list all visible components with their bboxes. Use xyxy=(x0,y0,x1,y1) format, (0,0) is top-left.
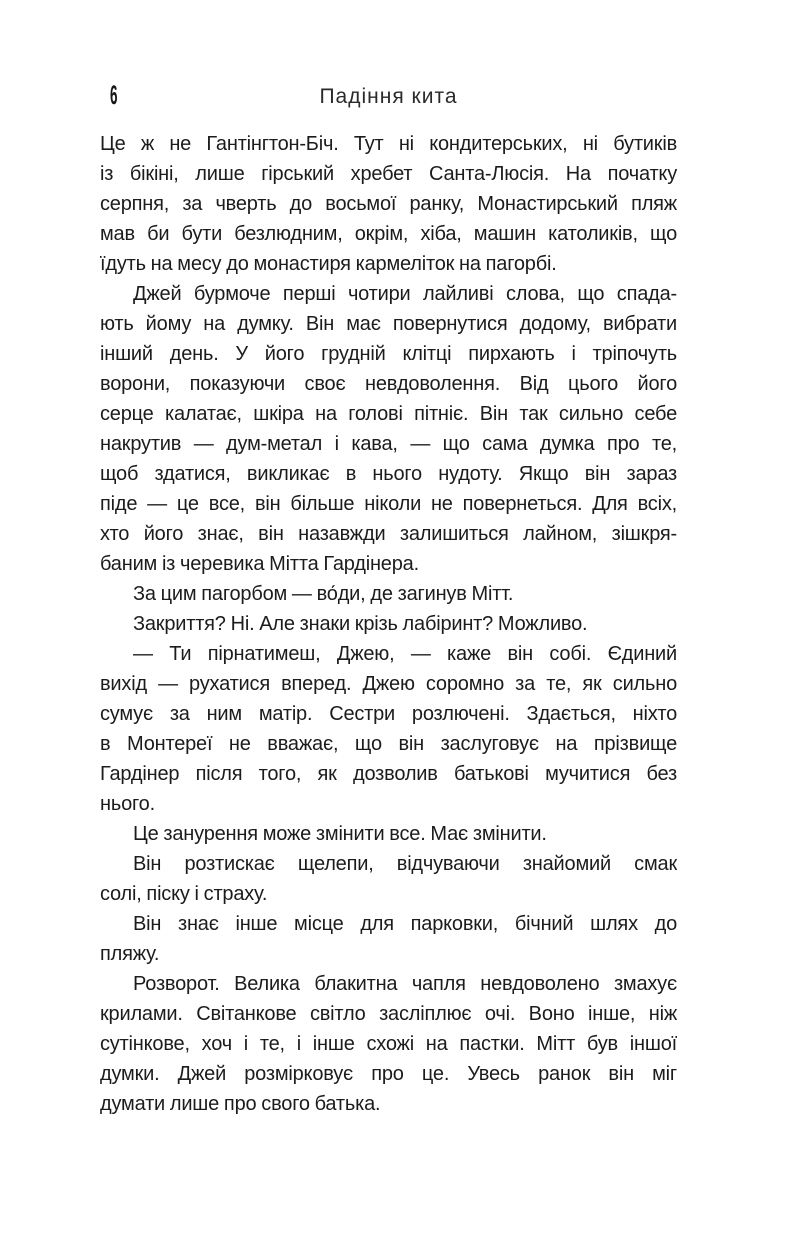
text-line: Гардінер після того, як дозволив батькові мучитися без xyxy=(100,763,677,785)
text-line: сутінкове, хоч і те, і інше схожі на пастки. Мітт був іншої xyxy=(100,1033,677,1055)
text-line: солі, піску і страху. xyxy=(100,883,268,905)
page-number: 6 xyxy=(110,80,118,110)
text-line: нього. xyxy=(100,793,155,815)
text-line: За цим пагорбом — во́ди, де загинув Мітт. xyxy=(133,583,514,605)
text-line: хто його знає, він назавжди залишиться лайном, зішкря- xyxy=(100,523,677,545)
text-line: пляжу. xyxy=(100,943,160,965)
paragraph xyxy=(100,909,677,969)
page-header xyxy=(100,80,677,110)
paragraph xyxy=(100,639,677,819)
text-line: Розворот. Велика блакитна чапля невдоволено змахує xyxy=(133,973,677,995)
paragraph xyxy=(100,819,677,849)
paragraph xyxy=(100,579,677,609)
text-line: накрутив — дум-метал і кава, — що сама думка про те, xyxy=(100,433,677,455)
text-line: Джей бурмоче перші чотири лайливі слова, що спада- xyxy=(133,283,677,305)
text-line: Закриття? Ні. Але знаки крізь лабіринт? Можливо. xyxy=(133,613,588,635)
text-line: думати лише про свого батька. xyxy=(100,1093,381,1115)
text-line: Він розтискає щелепи, відчуваючи знайомий смак xyxy=(133,853,677,875)
text-line: серпня, за чверть до восьмої ранку, Монастирський пляж xyxy=(100,193,677,215)
paragraph xyxy=(100,969,677,1119)
text-line: серце калатає, шкіра на голові пітніє. Він так сильно себе xyxy=(100,403,677,425)
text-line: сумує за ним матір. Сестри розлючені. Здається, ніхто xyxy=(100,703,677,725)
paragraph xyxy=(100,279,677,579)
text-line: в Монтереї не вважає, що він заслуговує на прізвище xyxy=(100,733,677,755)
paragraph xyxy=(100,849,677,909)
paragraph xyxy=(100,609,677,639)
paragraph xyxy=(100,129,677,279)
text-line: ють йому на думку. Він має повернутися додому, вибрати xyxy=(100,313,677,335)
text-line: Він знає інше місце для парковки, бічний шлях до xyxy=(133,913,677,935)
text-line: Це ж не Гантінгтон-Біч. Тут ні кондитерських, ні бутиків xyxy=(100,133,677,155)
text-line: ворони, показуючи своє невдоволення. Від цього його xyxy=(100,373,677,395)
text-line: інший день. У його грудній клітці пирхають і тріпочуть xyxy=(100,343,677,365)
text-line: крилами. Світанкове світло засліплює очі. Воно інше, ніж xyxy=(100,1003,677,1025)
text-line: їдуть на месу до монастиря кармеліток на пагорбі. xyxy=(100,253,557,275)
text-line: піде — це все, він більше ніколи не повернеться. Для всіх, xyxy=(100,493,677,515)
page-body xyxy=(100,129,677,1119)
text-line: Це занурення може змінити все. Має змінити. xyxy=(133,823,547,845)
text-line: із бікіні, лише гірський хребет Санта-Люсія. На початку xyxy=(100,163,677,185)
text-line: вихід — рухатися вперед. Джею соромно за те, як сильно xyxy=(100,673,677,695)
text-line: — Ти пірнатимеш, Джею, — каже він собі. Єдиний xyxy=(133,643,677,665)
text-line: баним із черевика Мітта Гардінера. xyxy=(100,553,419,575)
running-title: Падіння кита xyxy=(319,85,458,108)
text-line: думки. Джей розмірковує про це. Увесь ранок він міг xyxy=(100,1063,677,1085)
text-line: мав би бути безлюдним, окрім, хіба, машин католиків, що xyxy=(100,223,677,245)
text-line: щоб здатися, викликає в нього нудоту. Якщо він зараз xyxy=(100,463,677,485)
